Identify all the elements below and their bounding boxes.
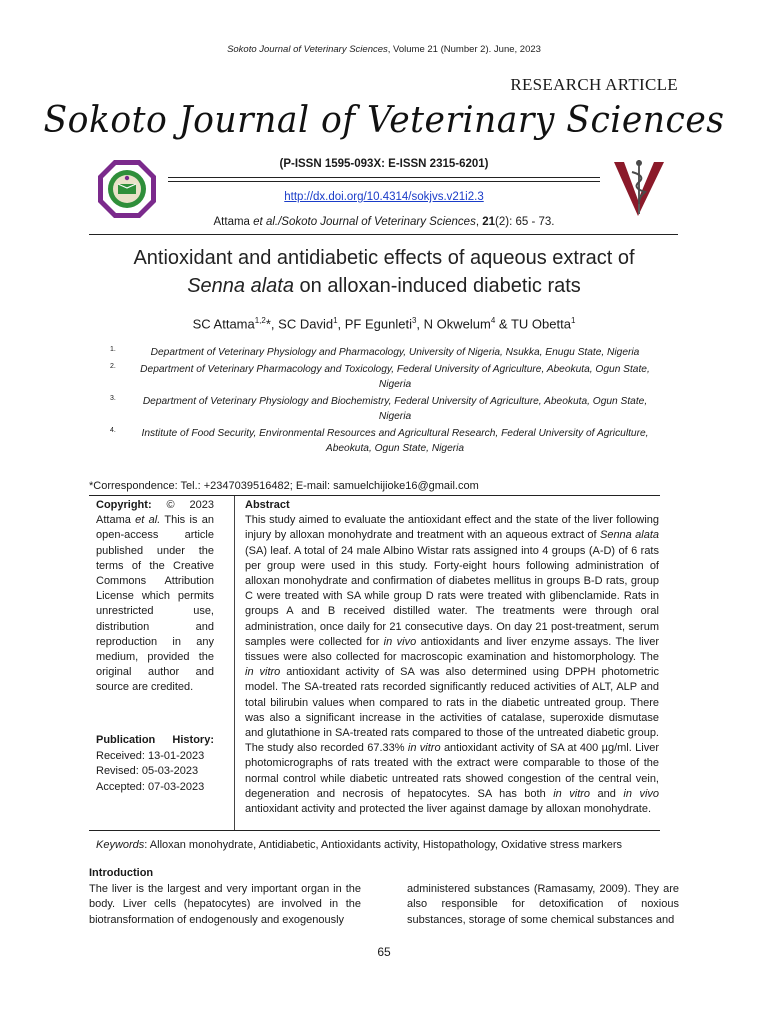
title-line-2-rest: on alloxan-induced diabetic rats	[293, 275, 581, 297]
author-name: N Okwelum	[423, 316, 491, 332]
abstract-part: and	[590, 787, 624, 800]
affiliation-item	[110, 345, 670, 361]
copyright-etal: et al.	[135, 514, 161, 527]
header-rule-top	[168, 177, 600, 178]
affiliation-text: Institute of Food Security, Environmental Resources and Agricultural Research, Federal University of Agriculture, Abeokuta, Ogun State, Nigeria	[141, 427, 649, 454]
abstract-part: (SA) leaf. A total of 24 male Albino Wistar rats assigned into 4 groups (A-D) of 6 rats per group were used in this study. Forty-eight hours following administration of alloxan monohydrate and confirmation of diabetes mellitus in groups B-D rats, group C were treated with SA while group D rats were treated with glibenclamide. Rats in groups A and B received distilled water. The treatments were through oral administration, once daily for 21 consecutive days. On day 21 post-treatment, serum samples were collected for	[245, 544, 659, 648]
copyright-text: This is an open-access article published under the terms of the Creative Commons Attribution License which permits unrestricted use, distribution and reproduction in any medium, provided the original author and source are credited.	[96, 514, 214, 694]
affiliation-number: 1.	[110, 346, 116, 353]
author-affiliation-marker: 1,2	[254, 316, 266, 325]
citation-etal: et al.	[253, 216, 279, 228]
abstract-part: antioxidant activity of SA at 400 µg/ml. Liver photomicrographs of rats treated with the extract were comparable to those of the normal control while diabetic untreated rats showed congestion of the central vein, degeneration and necrosis of hepatocytes. SA has both	[245, 742, 659, 800]
author-list	[0, 316, 768, 331]
author-name: SC David	[278, 316, 334, 332]
citation-comma: ,	[475, 216, 483, 228]
author-separator: ,	[337, 316, 345, 332]
author-affiliation-marker: 3	[411, 316, 417, 325]
abstract-term: in vitro	[553, 787, 591, 800]
keywords-text: : Alloxan monohydrate, Antidiabetic, Antioxidants activity, Histopathology, Oxidative stress markers	[144, 839, 623, 851]
abstract	[245, 498, 659, 817]
citation-journal: /Sokoto Journal of Veterinary Sciences	[278, 216, 476, 228]
abstract-text	[245, 513, 659, 817]
citation-authors: Attama	[213, 216, 254, 228]
correspondence-line: *Correspondence: Tel.: +2347039516482; E-mail: samuelchijioke16@gmail.com	[89, 480, 479, 492]
title-line-1: Antioxidant and antidiabetic effects of aqueous extract of	[133, 247, 635, 269]
doi-link[interactable]: http://dx.doi.org/10.4314/sokjvs.v21i2.3	[284, 191, 484, 203]
issn-line: (P-ISSN 1595-093X: E-ISSN 2315-6201)	[279, 158, 489, 170]
page-number: 65	[377, 945, 391, 959]
abstract-part: antioxidants and liver enzyme assays. The liver tissues were also collected for macroscopic examination and histomorphology. The	[245, 635, 659, 664]
author-affiliation-marker: 1	[333, 316, 338, 325]
keywords-label: Keywords	[96, 839, 145, 851]
abstract-part: antioxidant activity of SA was also determined using DPPH photometric model. The SA-treated rats recorded significantly reduced activities of ALT, ALP and total bilirubin values when compared to rats in the diabetic untreated group. There was also a significant increase in the activities of catalase, superoxide dismutase and glutathione in SA-treated rats compared to those of the untreated diabetic group. The study also recorded 67.33%	[245, 666, 659, 755]
author-affiliation-marker: 4	[490, 316, 496, 325]
author-separator: *,	[265, 316, 279, 332]
introduction-heading: Introduction	[89, 867, 154, 879]
publication-history-heading: Publication History:	[96, 734, 214, 746]
running-head-journal: Sokoto Journal of Veterinary Sciences	[227, 44, 388, 55]
copyright-year: 2023	[189, 499, 215, 511]
affiliation-number: 2.	[110, 362, 116, 370]
title-line-2	[80, 272, 688, 300]
title-species: Senna alata	[187, 275, 294, 297]
author-name: PF Egunleti	[344, 316, 412, 332]
citation-pages: (2): 65 - 73.	[495, 216, 555, 228]
copyright-symbol: ©	[166, 499, 175, 511]
article-type-label: RESEARCH ARTICLE	[510, 75, 678, 94]
affiliation-item	[110, 426, 670, 457]
accepted-date: Accepted: 07-03-2023	[96, 780, 205, 793]
citation-rule	[89, 234, 678, 235]
infobox-divider	[234, 496, 235, 830]
header-rule-bottom	[168, 181, 600, 182]
copyright-holder: Attama	[96, 514, 136, 527]
citation-line	[0, 216, 768, 228]
abstract-term: in vitro	[245, 666, 281, 679]
abstract-species: Senna alata	[599, 529, 660, 542]
affiliation-text: Department of Veterinary Physiology and Pharmacology, University of Nigeria, Nsukka, Enugu State, Nigeria	[150, 347, 640, 358]
abstract-part: This study aimed to evaluate the antioxidant effect and the state of the liver following injury by alloxan monohydrate and treatment with an aqueous extract of	[245, 514, 659, 542]
affiliation-item	[110, 362, 670, 393]
keywords-line	[96, 839, 666, 851]
affiliation-number: 3.	[110, 394, 116, 402]
publication-history	[96, 733, 214, 795]
journal-masthead: Sokoto Journal of Veterinary Sciences	[43, 100, 725, 141]
introduction-column-1: The liver is the largest and very important organ in the body. Liver cells (hepatocytes) are involved in the biotransformation of endogenously and exogenously	[89, 883, 361, 926]
affiliation-item	[110, 394, 670, 425]
copyright-label: Copyright:	[96, 499, 152, 511]
running-head-issue: , Volume 21 (Number 2). June, 2023	[387, 44, 541, 55]
abstract-term: in vivo	[383, 635, 417, 648]
affiliation-list	[110, 345, 670, 458]
introduction-column-2: administered substances (Ramasamy, 2009). They are also responsible for detoxification of noxious substances, storage of some chemical substances and	[407, 883, 679, 926]
abstract-term: in vitro	[407, 742, 441, 755]
received-date: Received: 13-01-2023	[96, 749, 205, 762]
affiliation-number: 4.	[110, 426, 116, 434]
author-separator: ,	[416, 316, 424, 332]
copyright-notice	[96, 498, 214, 696]
affiliation-text: Department of Veterinary Physiology and Biochemistry, Federal University of Agriculture, Abeokuta, Ogun State, Nigeria	[142, 395, 648, 422]
infobox-rule-top	[89, 495, 660, 496]
affiliation-text: Department of Veterinary Pharmacology and Toxicology, Federal University of Agriculture, Abeokuta, Ogun State, Nigeria	[140, 363, 650, 390]
abstract-heading: Abstract	[245, 499, 290, 511]
infobox-rule-bottom	[89, 830, 660, 831]
author-affiliation-marker: 1	[570, 316, 576, 325]
abstract-term: in vivo	[623, 787, 660, 800]
citation-volume: 21	[482, 216, 496, 228]
author-separator: &	[495, 316, 511, 332]
author-name: TU Obetta	[510, 316, 571, 332]
abstract-part: antioxidant activity and protected the liver against damage by alloxan monohydrate.	[245, 803, 652, 816]
article-title	[80, 244, 688, 300]
revised-date: Revised: 05-03-2023	[96, 765, 199, 778]
running-head	[0, 44, 768, 55]
author-name: SC Attama	[192, 316, 255, 332]
